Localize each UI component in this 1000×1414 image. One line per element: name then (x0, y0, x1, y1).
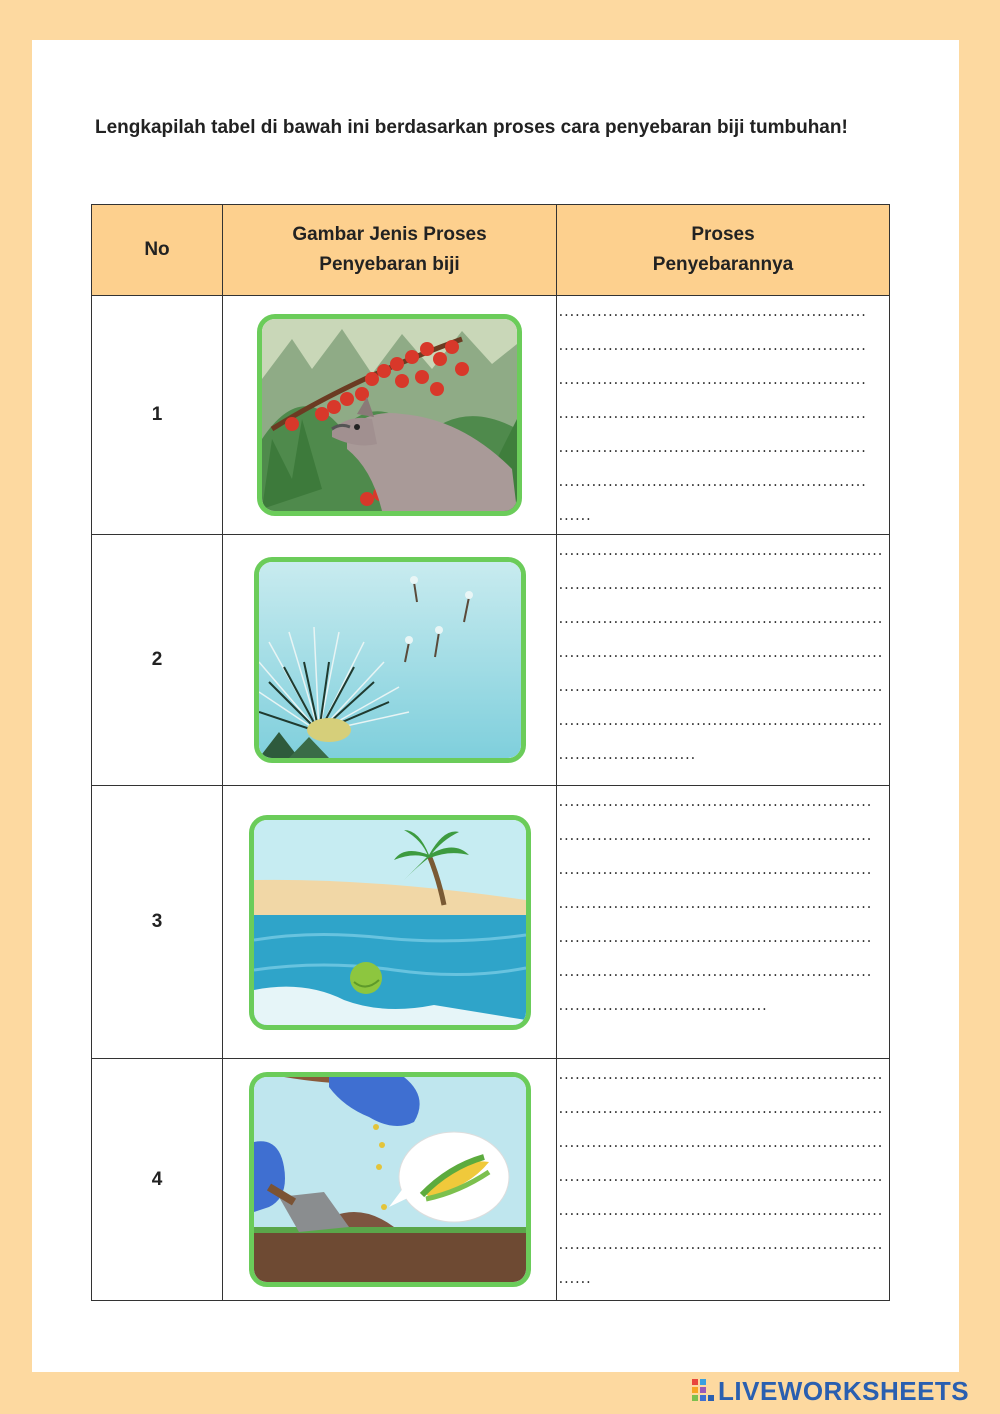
image-cell (223, 786, 557, 1059)
table-row (92, 296, 890, 535)
table-row (92, 1059, 890, 1301)
dot-line: ........................................................... (557, 578, 882, 593)
dot-line: ........................................................ (557, 339, 866, 354)
table-header-row (92, 205, 890, 296)
dot-line: ......................... (557, 748, 695, 763)
answer-cell[interactable] (557, 1059, 890, 1301)
dot-line: ........................................................... (557, 612, 882, 627)
dot-line: ........................................................... (557, 1170, 882, 1185)
civet-eating-coffee-berries-image (257, 314, 522, 516)
dot-line: ........................................................ (557, 305, 866, 320)
dot-line: ........................................................... (557, 1068, 882, 1083)
dot-line: ........................................................... (557, 646, 882, 661)
table-row (92, 786, 890, 1059)
dot-line: ......................................................... (557, 795, 871, 810)
answer-cell[interactable] (557, 296, 890, 535)
header-image-line1: Gambar Jenis Proses (292, 224, 487, 245)
row-number: 3 (92, 786, 223, 1059)
dot-line: ...... (557, 1272, 591, 1287)
answer-cell[interactable] (557, 786, 890, 1059)
coconut-floating-sea-image (249, 815, 531, 1030)
dot-line: ......................................................... (557, 829, 871, 844)
dot-line: ........................................................... (557, 680, 882, 695)
hand-planting-corn-seeds-image (249, 1072, 531, 1287)
image-cell (223, 1059, 557, 1301)
image-cell (223, 296, 557, 535)
answer-dots[interactable] (557, 296, 889, 534)
row-number: 1 (92, 296, 223, 535)
header-process (557, 205, 890, 296)
dot-line: ......................................................... (557, 897, 871, 912)
dot-line: ........................................................... (557, 1102, 882, 1117)
row-number: 4 (92, 1059, 223, 1301)
header-process-line1: Proses (691, 224, 755, 245)
seed-dispersal-table (91, 204, 890, 1301)
dot-line: ...................................... (557, 999, 767, 1014)
dot-line: ......................................................... (557, 863, 871, 878)
dot-line: ...... (557, 509, 591, 524)
header-no: No (92, 205, 223, 296)
image-cell (223, 535, 557, 786)
dot-line: ........................................................ (557, 475, 866, 490)
dot-line: ........................................................... (557, 1204, 882, 1219)
dot-line: ........................................................ (557, 441, 866, 456)
instruction-text: Lengkapilah tabel di bawah ini berdasarkan proses cara penyebaran biji tumbuhan! (95, 117, 848, 138)
dot-line: ........................................................ (557, 407, 866, 422)
answer-dots[interactable] (557, 1059, 889, 1297)
dandelion-seeds-wind-image (254, 557, 526, 763)
liveworksheets-logo-icon (692, 1379, 714, 1403)
answer-cell[interactable] (557, 535, 890, 786)
liveworksheets-logo[interactable] (692, 1376, 969, 1406)
row-number: 2 (92, 535, 223, 786)
dot-line: ......................................................... (557, 931, 871, 946)
answer-dots[interactable] (557, 535, 889, 773)
table-row (92, 535, 890, 786)
dot-line: ........................................................... (557, 1238, 882, 1253)
header-image (223, 205, 557, 296)
liveworksheets-logo-text: LIVEWORKSHEETS (718, 1375, 970, 1406)
answer-dots[interactable] (557, 786, 889, 1024)
dot-line: ........................................................... (557, 714, 882, 729)
dot-line: ........................................................ (557, 373, 866, 388)
dot-line: ........................................................... (557, 544, 882, 559)
dot-line: ........................................................... (557, 1136, 882, 1151)
header-process-line2: Penyebarannya (652, 254, 794, 275)
header-image-line2: Penyebaran biji (319, 254, 460, 275)
dot-line: ......................................................... (557, 965, 871, 980)
